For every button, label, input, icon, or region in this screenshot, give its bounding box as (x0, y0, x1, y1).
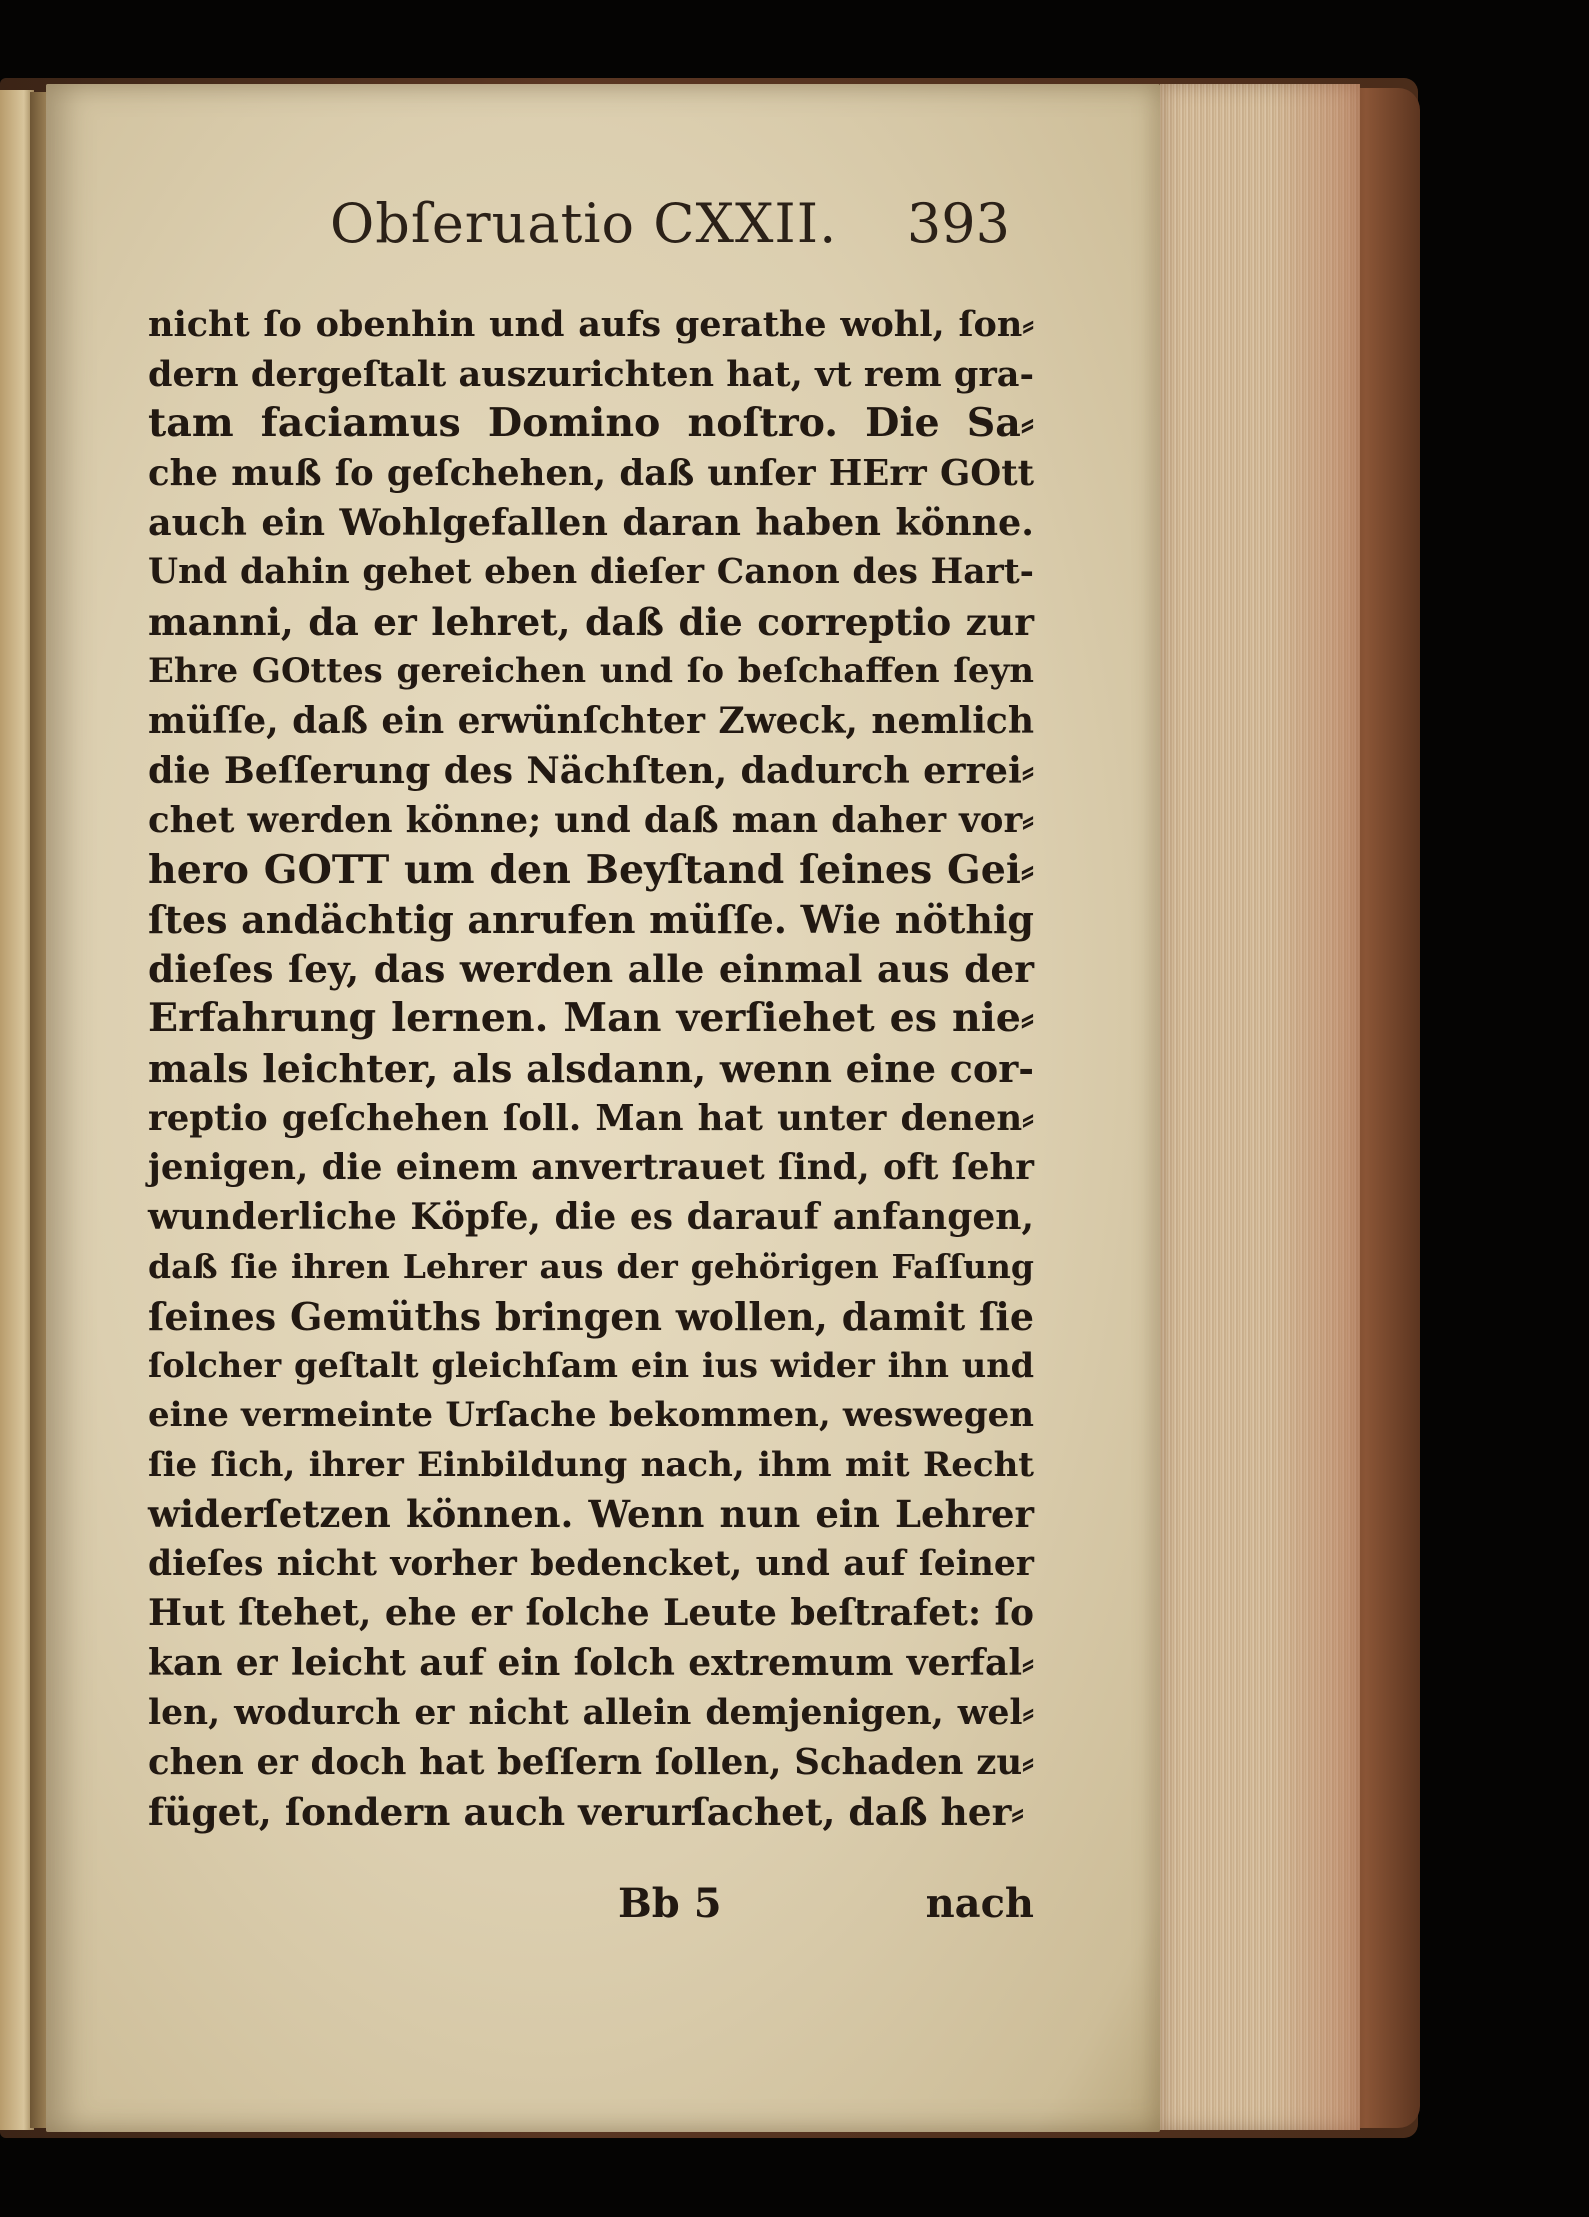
text-line: füget, ſondern auch verurſachet, daß her⸗ (148, 1789, 1024, 1834)
text-line: manni, da er lehret, daß die correptio zur (148, 599, 1034, 644)
page-block-edges (1160, 84, 1360, 2130)
text-line: dern dergeſtalt auszurichten hat, vt rem gra- (148, 353, 1034, 395)
text-line: ſtes andächtig anrufen müſſe. Wie nöthig (148, 897, 1034, 943)
text-line: chen er doch hat beſſern ſollen, Schaden zu⸗ (148, 1742, 1034, 1784)
text-line: tam faciamus Domino noſtro. Die Sa⸗ (148, 400, 1034, 447)
text-line: mals leichter, als alsdann, wenn eine cor- (148, 1045, 1034, 1091)
signature-mark: Bb 5 (618, 1880, 722, 1927)
text-line: reptio geſchehen ſoll. Man hat unter denen⸗ (148, 1097, 1034, 1139)
catchword: nach (925, 1880, 1034, 1927)
text-line: ſie ſich, ihrer Einbildung nach, ihm mit Recht (148, 1444, 1034, 1485)
text-line: len, wodurch er nicht allein demjenigen, wel⸗ (148, 1692, 1034, 1733)
text-line: Und dahin gehet eben dieſer Canon des Hart- (148, 551, 1034, 592)
text-line: dieſes nicht vorher bedencket, und auf ſeiner (148, 1543, 1034, 1584)
running-header (330, 192, 1010, 264)
facing-page-edge (0, 90, 34, 2130)
running-title: Obſeruatio CXXII. (330, 192, 838, 255)
text-line: widerſetzen können. Wenn nun ein Lehrer (148, 1492, 1034, 1537)
text-line: jenigen, die einem anvertrauet ſind, oft ſehr (148, 1147, 1034, 1189)
text-line: auch ein Wohlgefallen daran haben könne. (148, 501, 1034, 545)
page-footer (148, 1880, 1034, 1940)
text-line: müſſe, daß ein erwünſchter Zweck, nemlich (148, 699, 1034, 742)
text-line: nicht ſo obenhin und aufs gerathe wohl, ſon⸗ (148, 304, 1034, 345)
body-text (148, 300, 1034, 1837)
text-line: hero GOTT um den Beyſtand ſeines Gei⸗ (148, 846, 1034, 893)
text-line: che muß ſo geſchehen, daß unſer HErr GOtt (148, 452, 1034, 494)
text-line: chet werden könne; und daß man daher vor⸗ (148, 799, 1034, 841)
text-line: wunderliche Köpfe, die es darauf anfangen, (148, 1195, 1034, 1238)
text-line: Erfahrung lernen. Man verſiehet es nie⸗ (148, 995, 1034, 1042)
text-line: kan er leicht auf ein ſolch extremum verfal⸗ (148, 1642, 1034, 1685)
text-line: ſolcher geſtalt gleichſam ein ius wider ihn und (148, 1346, 1034, 1386)
text-line: die Beſſerung des Nächſten, dadurch errei⸗ (148, 749, 1034, 793)
text-line: daß ſie ihren Lehrer aus der gehörigen Faſſung (148, 1247, 1034, 1287)
page-number: 393 (906, 192, 1010, 255)
text-line: Hut ſtehet, ehe er ſolche Leute beſtrafet: ſo (148, 1592, 1034, 1635)
text-line: eine vermeinte Urſache bekommen, weswegen (148, 1395, 1034, 1436)
text-line: dieſes ſey, das werden alle einmal aus der (148, 946, 1034, 991)
text-line: ſeines Gemüths bringen wollen, damit ſie (148, 1293, 1034, 1339)
text-line: Ehre GOttes gereichen und ſo beſchaffen ſeyn (148, 651, 1034, 692)
